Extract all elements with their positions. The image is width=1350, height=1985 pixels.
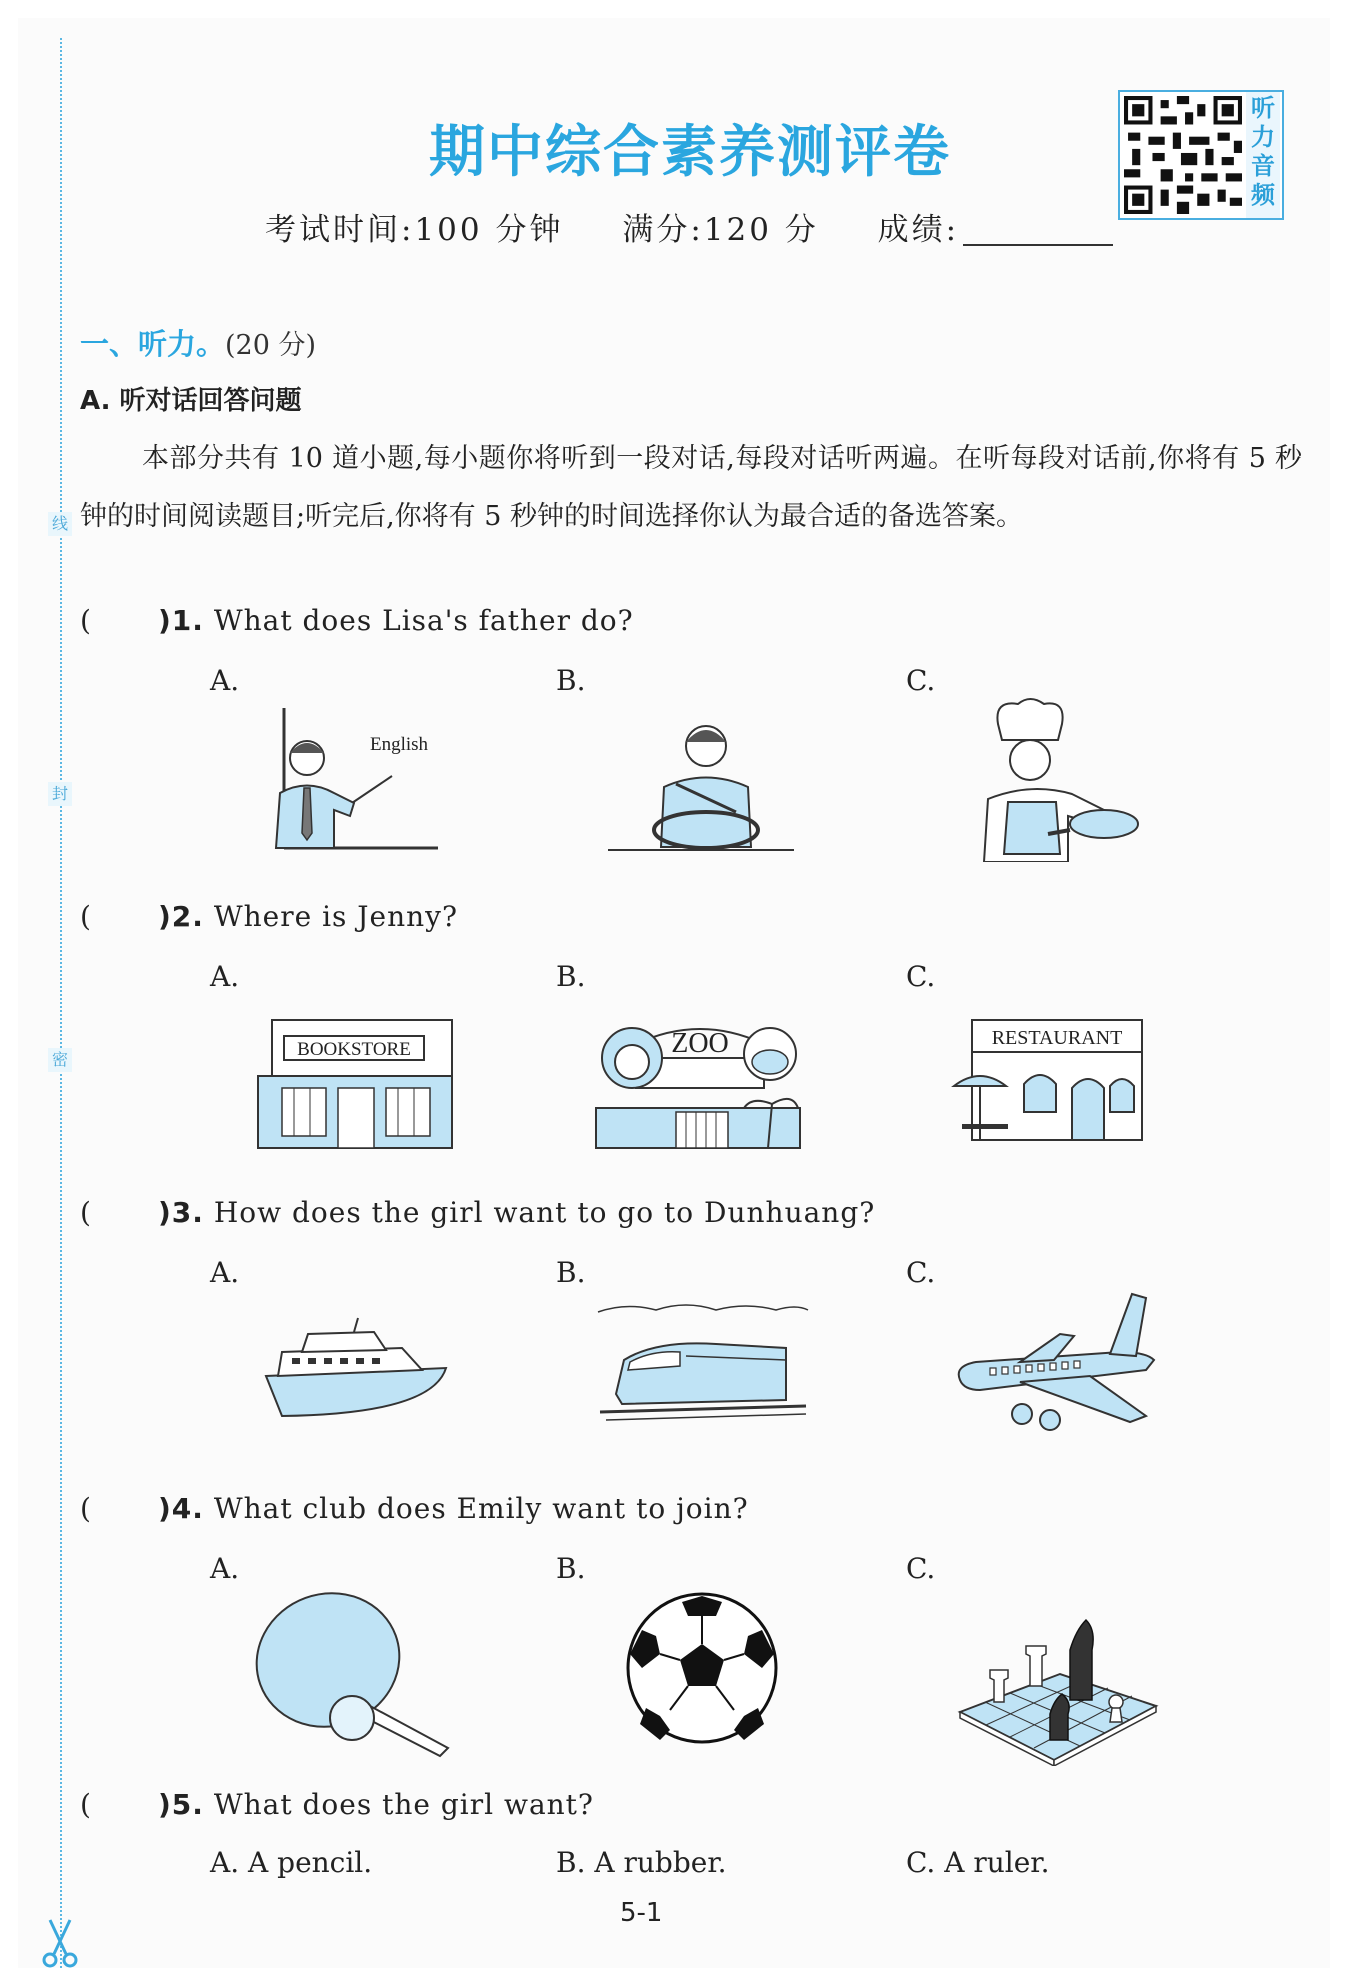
page-number: 5-1 xyxy=(620,1898,663,1928)
option-c-label[interactable]: C. xyxy=(906,1256,936,1289)
question-number: )1. xyxy=(158,604,204,637)
option-b-label[interactable]: B. xyxy=(556,1256,586,1289)
answer-blank[interactable]: ( xyxy=(80,900,92,933)
teacher-picture[interactable] xyxy=(262,708,440,858)
binding-dotted-line xyxy=(60,38,62,1968)
soccer-ball-picture[interactable] xyxy=(624,1590,780,1746)
qr-audio-label: 听 力 音 频 xyxy=(1246,92,1280,218)
plane-picture[interactable] xyxy=(950,1290,1162,1438)
option-a-label[interactable]: A. xyxy=(210,960,240,993)
answer-blank[interactable]: ( xyxy=(80,604,92,637)
driver-picture[interactable] xyxy=(606,712,796,854)
option-a-label[interactable]: A. xyxy=(210,664,240,697)
section-points: (20 分) xyxy=(225,330,317,361)
binding-mark-mi: 密 xyxy=(48,1048,72,1072)
answer-blank[interactable]: ( xyxy=(80,1196,92,1229)
qr-code-icon[interactable] xyxy=(1124,96,1242,214)
board-word-english: English xyxy=(370,734,429,755)
question-5 xyxy=(80,1788,594,1821)
question-number: )3. xyxy=(158,1196,204,1229)
exam-info xyxy=(265,204,1159,249)
question-number: )4. xyxy=(158,1492,204,1525)
scissors-icon xyxy=(38,1918,82,1968)
option-b-label[interactable]: B. xyxy=(556,960,586,993)
zoo-picture[interactable] xyxy=(592,1012,808,1152)
option-c[interactable]: C. A ruler. xyxy=(906,1846,1050,1879)
ping-pong-picture[interactable] xyxy=(252,1588,458,1758)
score-label: 成绩: xyxy=(877,212,960,248)
option-c-label[interactable]: C. xyxy=(906,1552,936,1585)
question-text: What does Lisa's father do? xyxy=(213,604,634,637)
option-c-label[interactable]: C. xyxy=(906,960,936,993)
bookstore-picture[interactable] xyxy=(254,1016,462,1152)
part-a-title: A. 听对话回答问题 xyxy=(80,386,302,416)
option-c-label[interactable]: C. xyxy=(906,664,936,697)
sign-restaurant: RESTAURANT xyxy=(991,1027,1123,1049)
qr-audio-box[interactable] xyxy=(1118,90,1284,220)
binding-mark-feng: 封 xyxy=(48,782,72,806)
question-1 xyxy=(80,604,634,637)
sign-zoo: ZOO xyxy=(671,1028,729,1059)
answer-blank[interactable]: ( xyxy=(80,1492,92,1525)
full-score: 满分:120 分 xyxy=(622,212,819,248)
option-a-label[interactable]: A. xyxy=(210,1552,240,1585)
train-picture[interactable] xyxy=(596,1300,810,1422)
question-3 xyxy=(80,1196,875,1229)
sign-bookstore: BOOKSTORE xyxy=(297,1039,411,1060)
question-4 xyxy=(80,1492,749,1525)
question-text: Where is Jenny? xyxy=(213,900,458,933)
option-b-label[interactable]: B. xyxy=(556,664,586,697)
option-b-label[interactable]: B. xyxy=(556,1552,586,1585)
question-2 xyxy=(80,900,458,933)
binding-mark-xian: 线 xyxy=(48,512,72,536)
ship-picture[interactable] xyxy=(262,1316,450,1426)
option-b[interactable]: B. A rubber. xyxy=(556,1846,727,1879)
instructions-text: 本部分共有 10 道小题,每小题你将听到一段对话,每段对话听两遍。在听每段对话前,你将有 5 秒钟的时间阅读题目;听完后,你将有 5 秒钟的时间选择你认为最合适的备选答案。 xyxy=(80,443,1302,532)
exam-time: 考试时间:100 分钟 xyxy=(265,212,564,248)
chess-picture[interactable] xyxy=(950,1590,1160,1766)
question-number: )2. xyxy=(158,900,204,933)
answer-blank[interactable]: ( xyxy=(80,1788,92,1821)
restaurant-picture[interactable] xyxy=(950,1016,1146,1156)
question-number: )5. xyxy=(158,1788,204,1821)
cook-picture[interactable] xyxy=(958,694,1148,862)
page-title: 期中综合素养测评卷 xyxy=(429,120,951,185)
option-a[interactable]: A. A pencil. xyxy=(210,1846,373,1879)
option-a-label[interactable]: A. xyxy=(210,1256,240,1289)
score-blank[interactable] xyxy=(963,218,1113,246)
question-text: How does the girl want to go to Dunhuang? xyxy=(213,1196,876,1229)
section-title: 一、听力。(20 分) xyxy=(80,327,317,361)
question-text: What does the girl want? xyxy=(213,1788,594,1821)
question-text: What club does Emily want to join? xyxy=(213,1492,749,1525)
